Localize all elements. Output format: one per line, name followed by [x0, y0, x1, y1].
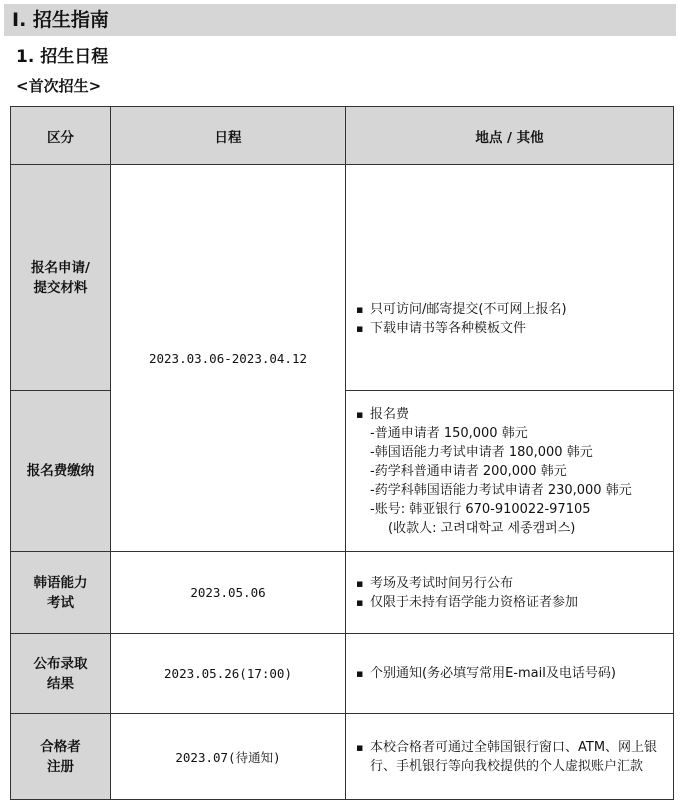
category-cell: 韩语能力 考试	[11, 552, 111, 634]
date-cell: 2023.05.26(17:00)	[111, 634, 346, 714]
info-cell	[346, 391, 674, 552]
fee-line: -韩国语能力考试申请者 180,000 韩元	[370, 444, 593, 460]
category-cell: 报名申请/ 提交材料	[11, 165, 111, 391]
account-line: -账号: 韩亚银行 670-910022-97105	[370, 501, 591, 517]
round-title: <首次招生>	[16, 77, 102, 95]
info-cell	[346, 552, 674, 634]
date-cell: 2023.05.06	[111, 552, 346, 634]
table-row	[11, 714, 674, 800]
category-cell: 报名费缴纳	[11, 391, 111, 552]
section-title-bar	[4, 4, 676, 36]
schedule-table	[10, 106, 674, 800]
info-cell	[346, 714, 674, 800]
date-cell: 2023.03.06-2023.04.12	[111, 165, 346, 552]
table-header-row	[11, 107, 674, 165]
header-info: 地点 / 其他	[346, 107, 674, 165]
section-title: Ⅰ. 招生指南	[12, 9, 109, 31]
fee-line: -普通申请者 150,000 韩元	[370, 425, 528, 441]
payee-line: (收款人: 고려대학교 세종캠퍼스)	[388, 520, 576, 536]
table-row	[11, 552, 674, 634]
fee-line: -药学科普通申请者 200,000 韩元	[370, 463, 567, 479]
list-item: ▪ 仅限于未持有语学能力资格证者参加	[356, 593, 673, 612]
category-cell: 公布录取 结果	[11, 634, 111, 714]
list-item: ▪ 下载申请书等各种模板文件	[356, 319, 673, 338]
subsection-title: 1. 招生日程	[16, 47, 109, 67]
list-item: ▪ 本校合格者可通过全韩国银行窗口、ATM、网上银行、手机银行等向我校提供的个人虚拟账户汇款	[356, 738, 665, 776]
header-date: 日程	[111, 107, 346, 165]
table-row	[11, 634, 674, 714]
list-item: ▪ 只可访问/邮寄提交(不可网上报名)	[356, 300, 673, 319]
table-row	[11, 165, 674, 391]
info-cell	[346, 165, 674, 391]
date-cell: 2023.07(待通知)	[111, 714, 346, 800]
fee-line: -药学科韩国语能力考试申请者 230,000 韩元	[370, 482, 632, 498]
list-item: ▪ 报名费	[356, 405, 673, 424]
list-item: ▪ 考场及考试时间另行公布	[356, 574, 673, 593]
list-item: ▪ 个别通知(务必填写常用E-mail及电话号码)	[356, 664, 673, 683]
info-cell	[346, 634, 674, 714]
header-category: 区分	[11, 107, 111, 165]
category-cell: 合格者 注册	[11, 714, 111, 800]
